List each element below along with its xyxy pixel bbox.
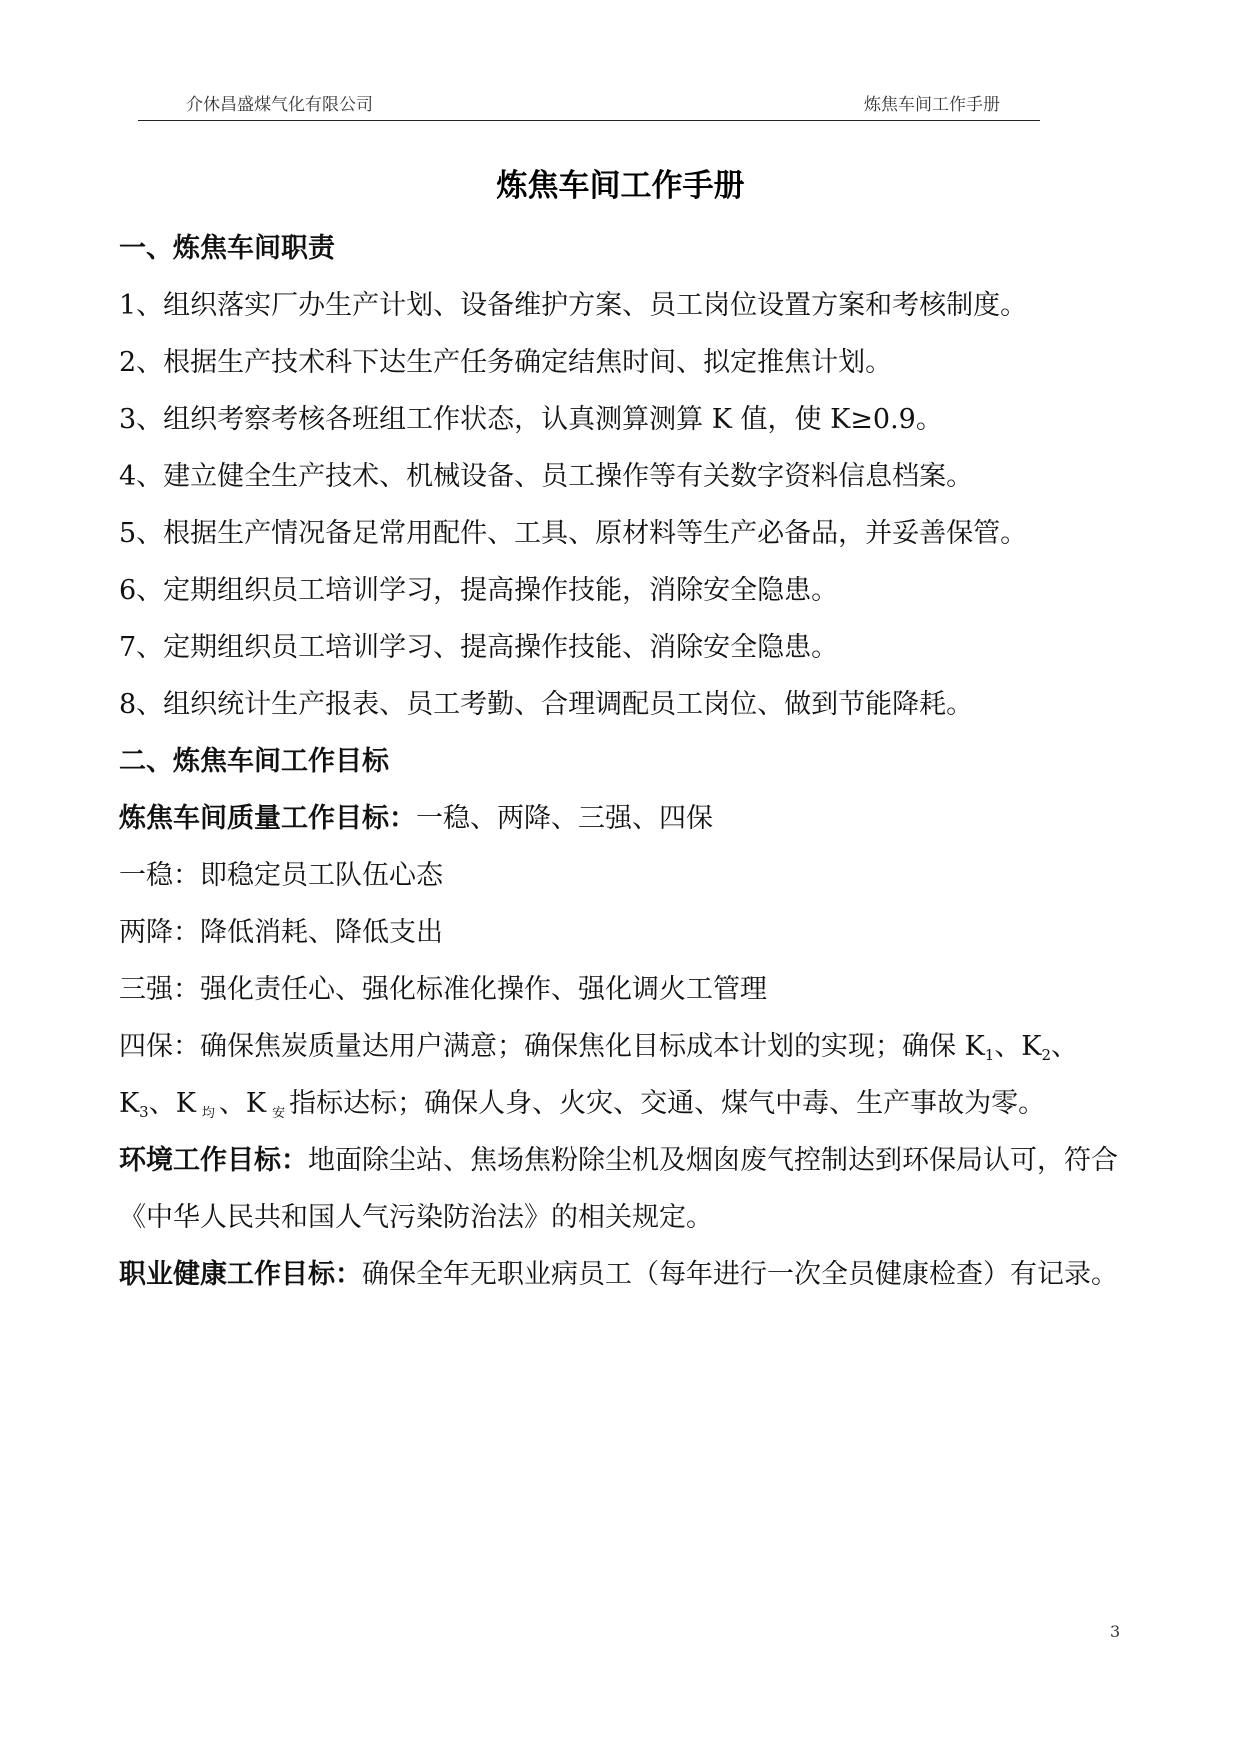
quality-goal-text: 一稳、两降、三强、四保 [416,803,713,834]
health-goal [119,1246,1139,1303]
header-doc-name: 炼焦车间工作手册 [864,95,1000,115]
health-goal-text: 确保全年无职业病员工（每年进行一次全员健康检查）有记录。 [362,1259,1118,1290]
subscript-3: 3 [139,1103,149,1121]
subscript-jun: 均 [201,1106,215,1121]
environment-goal-text: 地面除尘站、焦场焦粉除尘机及烟囱废气控制达到环保局认可，符合《中华人民共和国人气污染防治法》的相关规定。 [119,1145,1118,1233]
four-guarantees-text: 四保：确保焦炭质量达用户满意；确保焦化目标成本计划的实现；确保 K [119,1031,985,1062]
k-separator: 、K [148,1088,196,1119]
k-separator: 、K [218,1088,267,1119]
goal-item: 一稳：即稳定员工队伍心态 [119,860,443,891]
k-separator: 、 [1051,1031,1079,1062]
goal-item: 两降：降低消耗、降低支出 [119,917,443,948]
duty-item: 5、根据生产情况备足常用配件、工具、原材料等生产必备品，并妥善保管。 [119,518,1028,549]
four-guarantees-line2 [119,1075,1139,1132]
quality-goal-label: 炼焦车间质量工作目标： [119,803,416,834]
subscript-an: 安 [272,1106,286,1121]
header-company: 介休昌盛煤气化有限公司 [186,95,373,115]
duty-item: 1、组织落实厂办生产计划、设备维护方案、员工岗位设置方案和考核制度。 [119,290,1028,321]
duty-item: 6、定期组织员工培训学习，提高操作技能，消除安全隐患。 [119,575,839,606]
quality-goal-line [119,790,1139,847]
page-number: 3 [1110,1622,1121,1641]
k-separator: 、K [994,1031,1042,1062]
duty-item: 8、组织统计生产报表、员工考勤、合理调配员工岗位、做到节能降耗。 [119,689,974,720]
duty-item: 7、定期组织员工培训学习、提高操作技能、消除安全隐患。 [119,632,839,663]
duty-item: 4、建立健全生产技术、机械设备、员工操作等有关数字资料信息档案。 [119,461,974,492]
goal-item: 三强：强化责任心、强化标准化操作、强化调火工管理 [119,974,767,1005]
k-symbol: K [119,1088,140,1119]
environment-goal-label: 环境工作目标： [119,1145,308,1176]
health-goal-label: 职业健康工作目标： [119,1259,362,1290]
duty-item: 3、组织考察考核各班组工作状态，认真测算测算 K 值，使 K≥0.9。 [119,404,943,435]
document-body [119,220,1139,1303]
subscript-1: 1 [984,1046,995,1064]
page-header [138,88,1040,121]
section2-heading: 二、炼焦车间工作目标 [119,746,389,777]
environment-goal [119,1132,1139,1246]
document-title: 炼焦车间工作手册 [496,168,745,204]
duty-item: 2、根据生产技术科下达生产任务确定结焦时间、拟定推焦计划。 [119,347,893,378]
four-guarantees-text-end: 指标达标；确保人身、火灾、交通、煤气中毒、生产事故为零。 [289,1088,1046,1119]
four-guarantees-line1 [119,1018,1139,1075]
section1-heading: 一、炼焦车间职责 [119,233,335,264]
subscript-2: 2 [1041,1046,1052,1064]
